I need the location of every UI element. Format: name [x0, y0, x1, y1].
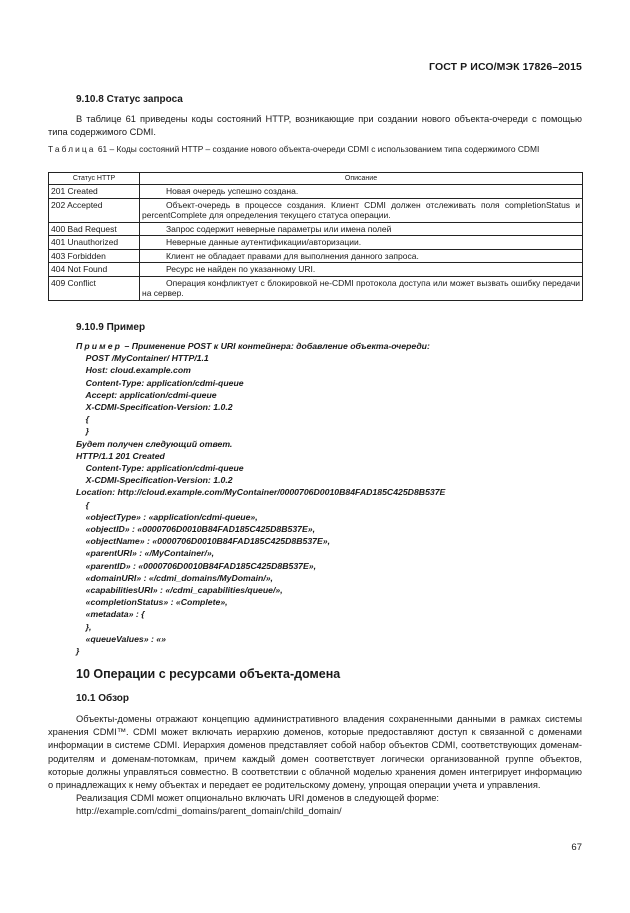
- table-row: [49, 222, 583, 236]
- table-header-row: [49, 173, 583, 185]
- status-cell: 202 Accepted: [49, 198, 140, 222]
- description-text: Неверные данные аутентификации/авторизации.: [166, 237, 362, 247]
- column-header-description: Описание: [140, 173, 583, 185]
- domain-uri-paragraph: Реализация CDMI может опционально включать URI доменов в следующей форме:: [76, 793, 440, 804]
- status-cell: 409 Conflict: [49, 276, 140, 300]
- code-line: «capabilitiesURI» : «/cdmi_capabilities/queue/»,: [76, 585, 283, 596]
- code-line: Content-Type: application/cdmi-queue: [76, 377, 244, 388]
- table-caption: [48, 144, 582, 155]
- example-title: – Применение POST к URI контейнера: добавление объекта-очереди:: [122, 341, 430, 351]
- code-line: Будет получен следующий ответ.: [76, 438, 233, 449]
- column-header-status: Статус HTTP: [49, 173, 140, 185]
- table-row: [49, 236, 583, 250]
- code-line: «objectID» : «0000706D0010B84FAD185C425D8B537E»,: [76, 524, 316, 535]
- table-row: [49, 263, 583, 277]
- description-text: Запрос содержит неверные параметры или имена полей: [166, 223, 392, 234]
- section-heading-9-10-9: 9.10.9 Пример: [76, 322, 146, 333]
- code-line: Location: http://cloud.example.com/MyContainer/0000706D0010B84FAD185C425D8B537E: [76, 487, 446, 498]
- code-line: },: [76, 621, 92, 632]
- table-caption-text: 61 – Коды состояний HTTP – создание нового объекта-очереди CDMI с использованием типа содержимого CDMI: [97, 144, 540, 154]
- description-cell: [140, 263, 583, 277]
- code-line: «parentID» : «0000706D0010B84FAD185C425D8B537E»,: [76, 560, 317, 571]
- code-line: Accept: application/cdmi-queue: [76, 389, 217, 400]
- code-line: }: [76, 426, 90, 437]
- description-cell: [140, 236, 583, 250]
- code-line: X-CDMI-Specification-Version: 1.0.2: [76, 402, 233, 413]
- code-line: Host: cloud.example.com: [76, 365, 191, 376]
- code-line: «metadata» : {: [76, 609, 145, 620]
- description-cell: [140, 222, 583, 236]
- code-line: «queueValues» : «»: [76, 633, 166, 644]
- description-text: Ресурс не найден по указанному URI.: [166, 264, 316, 274]
- section-heading-10-1: 10.1 Обзор: [76, 693, 130, 704]
- code-line: «completionStatus» : «Complete»,: [76, 597, 228, 608]
- status-cell: 400 Bad Request: [49, 222, 140, 236]
- code-line: }: [76, 646, 80, 657]
- description-cell: [140, 276, 583, 300]
- description-text: Новая очередь успешно создана.: [166, 186, 299, 196]
- intro-paragraph-text: В таблице 61 приведены коды состояний HTTP, возникающие при создании нового объекта-очереди с помощью типа содержимого CDMI.: [48, 114, 582, 138]
- description-cell: [140, 198, 583, 222]
- status-cell: 404 Not Found: [49, 263, 140, 277]
- overview-paragraph-text: Объекты-домены отражают концепцию административного владения сохраненными данными в рамках системы хранения CDMI™. CDMI может включать иерархию доменов, которые предоставляют доступ к связанной с доменами информации в системе CDMI. Иерархия доменов представляет собой набор объектов CDMI, соответствующих доменам-родителям и доменам-потомкам, причем каждый домен соответствует логически организованной группе объектов, которые должны управляться совместно. В соответствии с облачной моделью хранения домен интегрирует информацию о принадлежащих к нему объектах и передает ее родительскому домену, упрощая операции учета и управления.: [48, 714, 582, 791]
- section-heading-10: 10 Операции с ресурсами объекта-домена: [76, 667, 341, 681]
- http-status-table: [48, 172, 583, 301]
- page-number: 67: [571, 842, 582, 853]
- description-text: Операция конфликтует с блокировкой не-CDMI протокола доступа или может вызвать ошибку передачи на сервер.: [142, 277, 580, 298]
- code-line: {: [76, 414, 90, 425]
- code-line: HTTP/1.1 201 Created: [76, 450, 165, 461]
- code-line: «domainURI» : «/cdmi_domains/MyDomain/»,: [76, 572, 273, 583]
- code-line: POST /MyContainer/ HTTP/1.1: [76, 353, 209, 364]
- status-cell: 403 Forbidden: [49, 249, 140, 263]
- code-line: {: [76, 499, 90, 510]
- table-row: [49, 276, 583, 300]
- code-line: «parentURI» : «/MyContainer/»,: [76, 548, 215, 559]
- description-cell: [140, 249, 583, 263]
- domain-uri-example: http://example.com/cdmi_domains/parent_domain/child_domain/: [76, 806, 342, 817]
- code-line: Content-Type: application/cdmi-queue: [76, 463, 244, 474]
- description-text: Клиент не обладает правами для выполнения данного запроса.: [166, 250, 419, 261]
- description-cell: [140, 185, 583, 199]
- code-line: «objectName» : «0000706D0010B84FAD185C425D8B537E»,: [76, 536, 331, 547]
- status-cell: 201 Created: [49, 185, 140, 199]
- section-heading-9-10-8: 9.10.8 Статус запроса: [76, 94, 183, 105]
- example-label: Пример: [76, 341, 123, 351]
- code-line: X-CDMI-Specification-Version: 1.0.2: [76, 475, 233, 486]
- table-row: [49, 198, 583, 222]
- table-row: [49, 249, 583, 263]
- example-code-block: [76, 340, 445, 657]
- code-line: «objectType» : «application/cdmi-queue»,: [76, 511, 258, 522]
- table-row: [49, 185, 583, 199]
- description-text: Объект-очередь в процессе создания. Клиент CDMI должен отслеживать поля completionStatus и percentComplete для определения текущего статуса операции.: [142, 199, 580, 220]
- overview-paragraph: [48, 713, 582, 819]
- table-caption-prefix: Таблица: [48, 144, 96, 154]
- status-cell: 401 Unauthorized: [49, 236, 140, 250]
- document-header: ГОСТ Р ИСО/МЭК 17826–2015: [429, 61, 582, 73]
- intro-paragraph: [48, 113, 582, 139]
